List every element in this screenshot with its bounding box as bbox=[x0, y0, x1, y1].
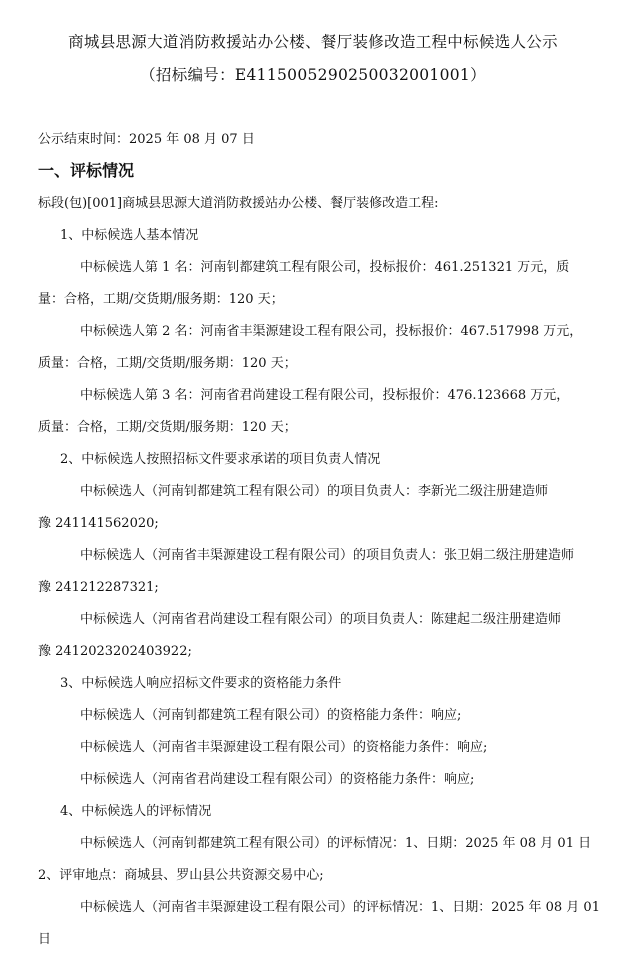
tender-number: （招标编号：E4115005290250032001001） bbox=[140, 66, 486, 84]
sub-heading-project-manager: 2、中标候选人按照招标文件要求承诺的项目负责人情况 bbox=[60, 452, 381, 467]
evaluation-2-line-1: 中标候选人（河南省丰渠源建设工程有限公司）的评标情况：1、日期：2025 年 08 月 01 bbox=[80, 900, 600, 915]
candidate-2-line-2: 质量：合格，工期/交货期/服务期：120 天； bbox=[38, 356, 297, 371]
candidate-1-line-2: 量：合格，工期/交货期/服务期：120 天； bbox=[38, 292, 284, 307]
sub-heading-evaluation: 4、中标候选人的评标情况 bbox=[60, 804, 212, 819]
evaluation-1-line-1: 中标候选人（河南钊都建筑工程有限公司）的评标情况：1、日期：2025 年 08 月 01 日 bbox=[80, 836, 592, 851]
lot-line: 标段(包)[001]商城县思源大道消防救援站办公楼、餐厅装修改造工程: bbox=[38, 196, 439, 211]
manager-3-line-2: 豫 2412023202403922; bbox=[38, 644, 192, 659]
candidate-3-line-2: 质量：合格，工期/交货期/服务期：120 天； bbox=[38, 420, 297, 435]
sub-heading-basic-info: 1、中标候选人基本情况 bbox=[60, 228, 199, 243]
manager-1-line-2: 豫 241141562020; bbox=[38, 516, 159, 531]
sub-heading-qualification: 3、中标候选人响应招标文件要求的资格能力条件 bbox=[60, 676, 342, 691]
qualification-1: 中标候选人（河南钊都建筑工程有限公司）的资格能力条件：响应; bbox=[80, 708, 462, 723]
candidate-2-line-1: 中标候选人第 2 名：河南省丰渠源建设工程有限公司，投标报价：467.517998 万元， bbox=[80, 324, 583, 339]
evaluation-2-line-2: 日 bbox=[38, 932, 52, 947]
page-title: 商城县思源大道消防救援站办公楼、餐厅装修改造工程中标候选人公示 bbox=[68, 33, 558, 51]
manager-2-line-2: 豫 241212287321; bbox=[38, 580, 159, 595]
candidate-1-line-1: 中标候选人第 1 名：河南钊都建筑工程有限公司，投标报价：461.251321 万元，质 bbox=[80, 260, 570, 275]
qualification-3: 中标候选人（河南省君尚建设工程有限公司）的资格能力条件：响应; bbox=[80, 772, 475, 787]
section-heading-evaluation: 一、评标情况 bbox=[38, 161, 135, 180]
manager-1-line-1: 中标候选人（河南钊都建筑工程有限公司）的项目负责人：李新光二级注册建造师 bbox=[80, 484, 549, 499]
evaluation-1-line-2: 2、评审地点：商城县、罗山县公共资源交易中心; bbox=[38, 868, 324, 883]
qualification-2: 中标候选人（河南省丰渠源建设工程有限公司）的资格能力条件：响应; bbox=[80, 740, 488, 755]
publicity-end-time: 公示结束时间：2025 年 08 月 07 日 bbox=[38, 132, 255, 147]
manager-3-line-1: 中标候选人（河南省君尚建设工程有限公司）的项目负责人：陈建起二级注册建造师 bbox=[80, 612, 562, 627]
candidate-3-line-1: 中标候选人第 3 名：河南省君尚建设工程有限公司，投标报价：476.123668 万元， bbox=[80, 388, 570, 403]
manager-2-line-1: 中标候选人（河南省丰渠源建设工程有限公司）的项目负责人：张卫娟二级注册建造师 bbox=[80, 548, 575, 563]
